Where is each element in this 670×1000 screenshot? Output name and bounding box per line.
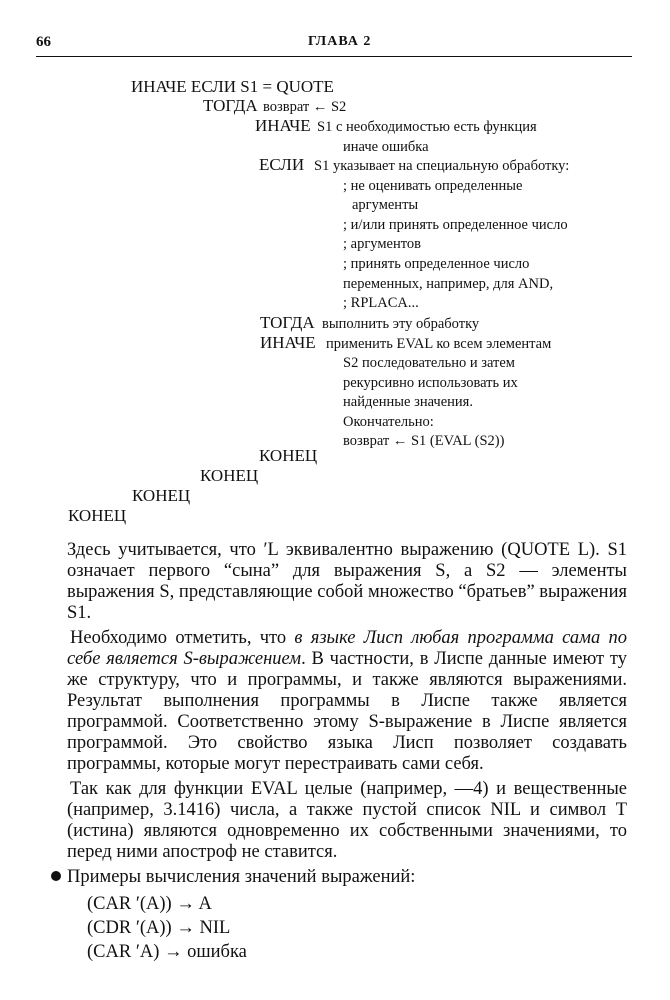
example-3: (CAR ′A) → ошибка	[87, 942, 247, 962]
code-line-19: возврат ← S1 (EVAL (S2))	[343, 433, 505, 449]
code-line-7: аргументы	[352, 197, 419, 213]
bullet-item	[67, 867, 627, 888]
code-line-13-kw: ТОГДА	[260, 313, 315, 332]
paragraph-2	[67, 628, 627, 775]
end-line-1: КОНЕЦ	[259, 446, 318, 465]
code-line-16: рекурсивно использовать их	[343, 375, 518, 391]
page-number: 66	[36, 34, 51, 50]
code-line-5: S1 указывает на специальную обработку:	[314, 158, 570, 174]
code-line-14-kw: ИНАЧЕ	[260, 333, 316, 352]
body-text	[67, 540, 627, 964]
code-line-18: Окончательно:	[343, 414, 434, 430]
code-line-11: переменных, например, для AND,	[343, 276, 554, 292]
code-line-14: применить EVAL ко всем элементам	[326, 336, 552, 352]
code-line-5-kw: ЕСЛИ	[259, 155, 305, 174]
code-line-3: S1 с необходимостью есть функция	[317, 119, 537, 135]
paragraph-2-start: Необходимо отметить, что	[70, 628, 295, 648]
code-line-10: ; принять определенное число	[343, 256, 530, 272]
code-line-9: ; аргументов	[343, 236, 421, 252]
chapter-title: ГЛАВА 2	[308, 34, 372, 49]
end-line-2: КОНЕЦ	[200, 466, 259, 485]
example-1: (CAR ′(A)) → A	[87, 894, 212, 914]
paragraph-1: Здесь учитывается, что ′L эквивалентно выражению (QUOTE L). S1 означает первого “сына” для выражения S, а S2 — элементы выражения S, представляющие собой множество “братьев” выражения S1.	[67, 540, 627, 623]
code-line-12: ; RPLACA...	[343, 295, 419, 311]
code-line-2: возврат ← S2	[263, 99, 347, 115]
bullet-text: Примеры вычисления значений выражений:	[67, 867, 416, 887]
bullet-dot-icon	[51, 871, 61, 881]
end-line-3: КОНЕЦ	[132, 486, 191, 505]
paragraph-3: Так как для функции EVAL целые (например, —4) и вещественные (например, 3.1416) числа, а также пустой список NIL и символ T (истина) являются одновременно их собственными значениями, то перед ними апостроф не ставится.	[67, 779, 627, 862]
paragraph-2-emphasis: в языке Лисп любая программа сама по себе является S-выражением	[67, 628, 627, 669]
paragraph-2-end: . В частности, в Лиспе данные имеют ту же структуру, что и программы, и также являются выражениями. Результат выполнения программы в Лиспе также является программой. Соответственно этому S-выражение в Лиспе является программой. Это свойство языка Лисп позволяет создавать программы, которые могут перестраивать сами себя.	[67, 649, 628, 774]
code-line-13: выполнить эту обработку	[322, 316, 480, 332]
code-line-8: ; и/или принять определенное число	[343, 217, 568, 233]
example-2: (CDR ′(A)) → NIL	[87, 918, 231, 938]
end-line-4: КОНЕЦ	[68, 506, 127, 525]
code-line-4: иначе ошибка	[343, 139, 429, 155]
code-line-15: S2 последовательно и затем	[343, 355, 515, 371]
code-line-2-kw: ТОГДА	[203, 96, 258, 115]
code-line-6: ; не оценивать определенные	[343, 178, 523, 194]
code-line-1: ИНАЧЕ ЕСЛИ S1 = QUOTE	[131, 77, 334, 96]
code-line-3-kw: ИНАЧЕ	[255, 116, 311, 135]
code-line-17: найденные значения.	[343, 394, 473, 410]
